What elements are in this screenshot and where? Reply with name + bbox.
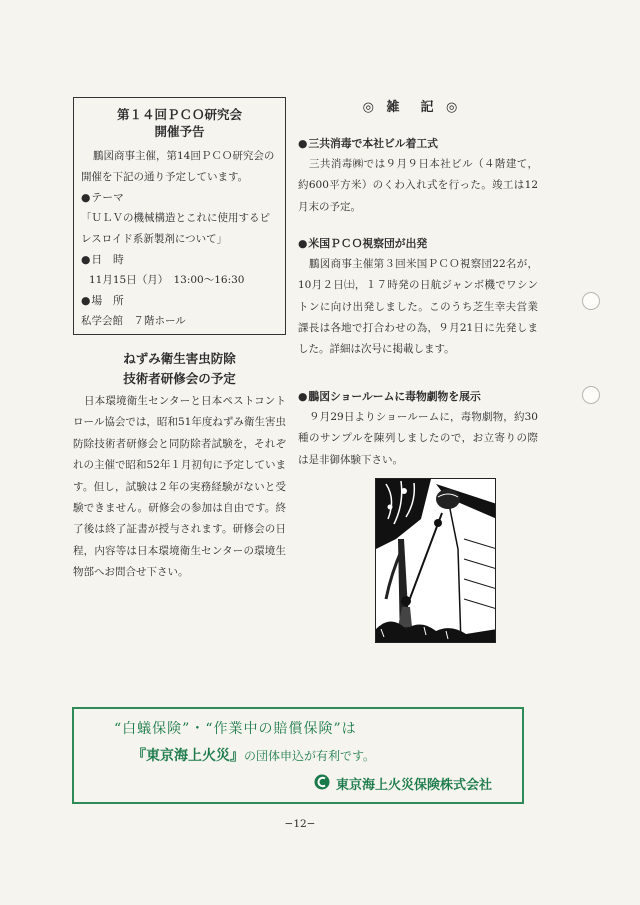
news-title: ● 米国ＰＣＯ視察団が出発 [298, 234, 538, 254]
place-value: 私学会館 ７階ホール [81, 315, 186, 327]
news-title: ● 三共消毒で本社ビル着工式 [298, 134, 538, 154]
theme-line-1: 「ＵＬＶの機械構造とこれに使用するピ [81, 212, 270, 224]
theme-label: ● テーマ [81, 188, 278, 208]
company-logo-icon [314, 774, 330, 790]
miscellany-heading: ◎ 雑 記 ◎ [362, 100, 462, 115]
training-title-2: 技術者研修会の予定 [123, 371, 236, 386]
date-label: ● 日 時 [81, 250, 278, 270]
binder-hole [582, 386, 600, 404]
binder-hole [582, 292, 600, 310]
notice-intro-2: 開催を下記の通り予定しています。 [81, 171, 249, 183]
notice-subtitle: 開催予告 [154, 124, 205, 139]
news-body: 鵬図商事主催第３回米国ＰＣＯ視察団22名が，10月２日㈯，１７時発の日航ジャンボ機でワシントンに向け出発しました。このうち芝生幸夫営業課長は各地で打合わせの為，９月21日に先発しました。詳細は次号に掲載します。 [298, 258, 538, 356]
training-body: 日本環境衛生センターと日本ペストコントロール協会では，昭和51年度ねずみ衛生害虫防除技術者研修会と同防除者試験を，それぞれの主催で昭和52年１月初旬に予定しています。但し，試験は２年の実務経験がないと受験できません。研修会の参加は自由です。終了後は終了証書が授与されます。研修会の日程，内容等は日本環境衛生センターの環境生物部へお問合せ下さい。 [73, 395, 286, 579]
ad-line-1: “白蟻保険”・“作業中の賠償保険”は [114, 721, 357, 737]
news-title: ● 鵬図ショールームに毒物劇物を展示 [298, 387, 538, 407]
news-item [298, 234, 538, 360]
ad-company-short: 『東京海上火災』 [132, 748, 244, 764]
training-title-1: ねずみ衛生害虫防除 [123, 351, 236, 366]
notice-intro-1: 鵬図商事主催，第14回ＰＣＯ研究会の [93, 150, 275, 162]
notice-title: 第１４回ＰＣＯ研究会 [116, 107, 242, 122]
news-item [298, 387, 538, 471]
ad-line-2 [132, 745, 375, 765]
page-number: −12− [284, 818, 316, 830]
training-heading [73, 349, 286, 389]
ad-company-name: 東京海上火災保険株式会社 [336, 778, 493, 793]
news-body: 三共消毒㈱では９月９日本社ビル（４階建て，約600平方米）のくわ入れ式を行った。竣工は12月末の予定。 [298, 158, 538, 213]
insurance-advertisement [72, 707, 524, 804]
news-body: ９月29日よりショールームに，毒物劇物，約30種のサンプルを陳列しましたので，お立寄りの際は是非御体験下さい。 [298, 411, 538, 466]
date-value: 11月15日（月） 13:00〜16:30 [89, 274, 245, 286]
news-item [298, 134, 538, 218]
theme-line-2: レスロイド系新製剤について」 [81, 233, 228, 245]
pco-notice-box [73, 97, 286, 335]
ad-line-2-rest: の団体申込が有利です。 [244, 749, 376, 763]
spraying-illustration [375, 478, 496, 643]
place-label: ● 場 所 [81, 291, 278, 311]
spraying-illustration-svg [376, 479, 496, 643]
